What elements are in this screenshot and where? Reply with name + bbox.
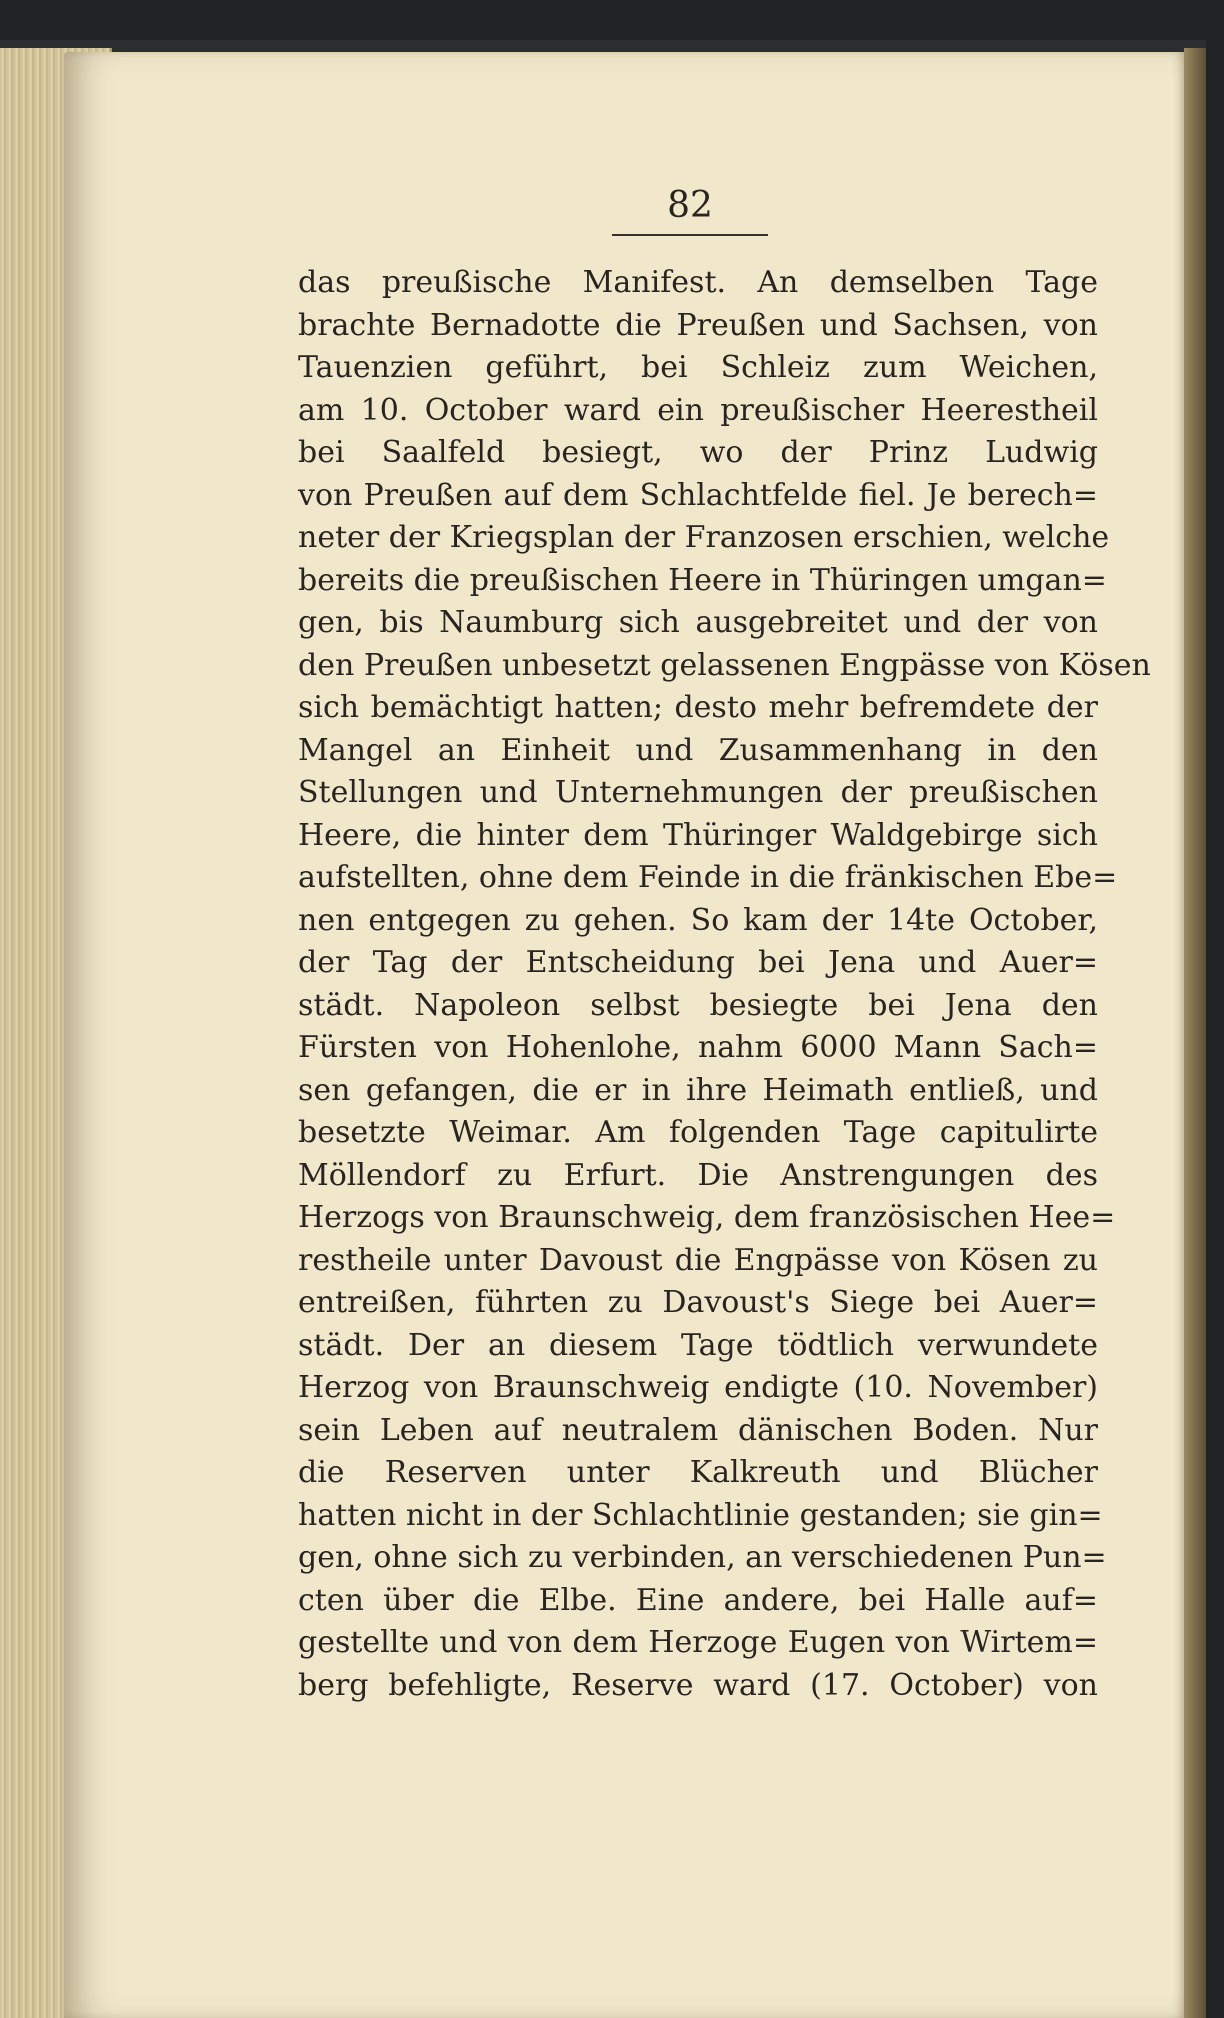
text-line: Stellungen und Unternehmungen der preußischen (298, 775, 1098, 810)
text-line: gestellte und von dem Herzoge Eugen von Wirtem= (298, 1625, 1098, 1660)
text-line: gen, bis Naumburg sich ausgebreitet und der von (298, 605, 1098, 640)
text-line: brachte Bernadotte die Preußen und Sachsen, von (298, 307, 1098, 343)
text-line: von Preußen auf dem Schlachtfelde fiel. Je berech= (298, 477, 1098, 513)
text-line: Fürsten von Hohenlohe, nahm 6000 Mann Sach= (298, 1030, 1098, 1065)
text-line: entreißen, führten zu Davoust's Siege bei Auer= (298, 1285, 1098, 1320)
text-line: Herzog von Braunschweig endigte (10. November) (298, 1370, 1098, 1405)
text-line: den Preußen unbesetzt gelassenen Engpässe von Kösen (298, 647, 1151, 683)
text-line: Tauenzien geführt, bei Schleiz zum Weichen, (298, 350, 1098, 385)
text-line: cten über die Elbe. Eine andere, bei Halle auf= (298, 1582, 1098, 1618)
text-line: Möllendorf zu Erfurt. Die Anstrengungen des (298, 1157, 1098, 1193)
text-line: bei Saalfeld besiegt, wo der Prinz Ludwig (298, 435, 1098, 470)
book-right-edge (1184, 48, 1206, 2018)
text-line: hatten nicht in der Schlachtlinie gestanden; sie gin= (298, 1497, 1103, 1533)
text-line: sich bemächtigt hatten; desto mehr befremdete der (298, 690, 1098, 725)
text-line: besetzte Weimar. Am folgenden Tage capitulirte (298, 1115, 1098, 1150)
text-line: Heere, die hinter dem Thüringer Waldgebirge sich (298, 817, 1098, 853)
text-line: aufstellten, ohne dem Feinde in die fränkischen Ebe= (298, 860, 1118, 895)
text-line: Mangel an Einheit und Zusammenhang in den (298, 732, 1098, 768)
text-line: am 10. October ward ein preußischer Heerestheil (298, 392, 1098, 428)
page-number: 82 (667, 185, 713, 226)
body-text (298, 262, 1151, 1707)
text-line: das preußische Manifest. An demselben Tage (298, 265, 1098, 300)
text-line: gen, ohne sich zu verbinden, an verschiedenen Pun= (298, 1540, 1107, 1575)
text-line: der Tag der Entscheidung bei Jena und Auer= (298, 945, 1098, 980)
header-rule (612, 234, 768, 236)
text-line: neter der Kriegsplan der Franzosen erschien, welche (298, 520, 1110, 555)
text-line: nen entgegen zu gehen. So kam der 14te October, (298, 902, 1098, 938)
text-line: städt. Napoleon selbst besiegte bei Jena den (298, 987, 1098, 1023)
text-line: städt. Der an diesem Tage tödtlich verwundete (298, 1327, 1098, 1363)
text-line: berg befehligte, Reserve ward (17. October) von (298, 1667, 1098, 1703)
text-line: restheile unter Davoust die Engpässe von Kösen zu (298, 1242, 1098, 1278)
text-line: sen gefangen, die er in ihre Heimath entließ, und (298, 1072, 1098, 1108)
text-line: Herzogs von Braunschweig, dem französischen Hee= (298, 1200, 1116, 1235)
text-line: sein Leben auf neutralem dänischen Boden. Nur (298, 1412, 1098, 1448)
text-line: bereits die preußischen Heere in Thüringen umgan= (298, 562, 1107, 598)
text-line: die Reserven unter Kalkreuth und Blücher (298, 1455, 1098, 1490)
